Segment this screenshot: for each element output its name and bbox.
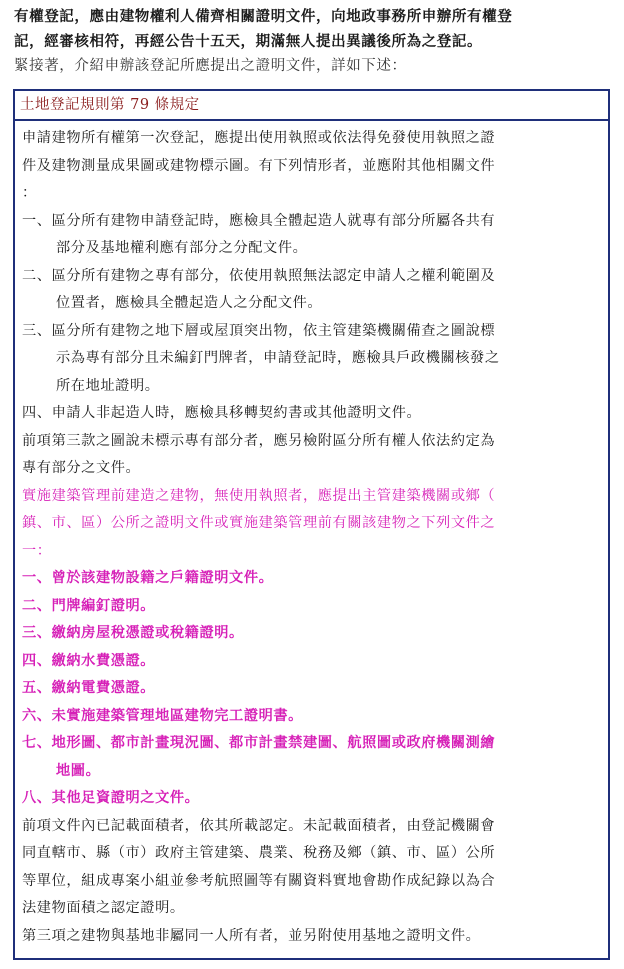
paragraph-1 bbox=[22, 125, 601, 208]
item-number: 四、 bbox=[22, 405, 52, 421]
list-item bbox=[22, 620, 601, 648]
text-line: 件及建物測量成果圖或建物標示圖。有下列情形者，並應附其他相關文件 bbox=[22, 157, 496, 174]
text-line: ： bbox=[22, 185, 37, 201]
item-number: 八、 bbox=[22, 790, 52, 806]
list-item bbox=[22, 263, 601, 318]
item-number: 七、 bbox=[22, 735, 52, 751]
intro-line-2: 記，經審核相符，再經公告十五天，期滿無人提出異議後所為之登記。 bbox=[14, 33, 483, 50]
item-number: 二、 bbox=[22, 267, 52, 284]
list-1 bbox=[22, 208, 601, 428]
item-text: 所在地址證明。 bbox=[56, 377, 160, 394]
item-number: 五、 bbox=[22, 680, 52, 696]
item-text: 門牌編釘證明。 bbox=[51, 597, 156, 614]
intro-line-1: 有權登記，應由建物權利人備齊相關證明文件，向地政事務所申辦所有權登 bbox=[14, 8, 513, 25]
item-text: 區分所有建物之地下層或屋頂突出物，依主管建築機關備查之圖說標 bbox=[51, 322, 496, 339]
text-line: 專有部分之文件。 bbox=[22, 460, 141, 476]
paragraph-2 bbox=[22, 428, 601, 483]
text-line: 前項第三款之圖說未標示專有部分者，應另檢附區分所有權人依法約定為 bbox=[22, 432, 496, 449]
intro-text bbox=[14, 4, 614, 79]
item-number: 四、 bbox=[22, 652, 52, 669]
list-item bbox=[22, 565, 601, 593]
list-item bbox=[22, 400, 601, 428]
text-line: 一： bbox=[22, 542, 52, 559]
list-item bbox=[22, 730, 601, 785]
text-line: 實施建築管理前建造之建物，無使用執照者，應提出主管建築機關或鄉（ bbox=[22, 487, 496, 504]
list-item bbox=[22, 703, 601, 731]
paragraph-5 bbox=[22, 923, 601, 951]
list-item bbox=[22, 785, 601, 813]
text-line: 前項文件內已記載面積者，依其所載認定。未記載面積者，由登記機關會 bbox=[22, 817, 496, 834]
item-text: 部分及基地權利應有部分之分配文件。 bbox=[56, 240, 308, 256]
item-text: 區分所有建物申請登記時，應檢具全體起造人就專有部分所屬各共有 bbox=[51, 212, 496, 229]
list-item bbox=[22, 318, 601, 401]
item-number: 二、 bbox=[22, 597, 52, 614]
item-number: 一、 bbox=[22, 570, 52, 586]
item-text: 曾於該建物設籍之戶籍證明文件。 bbox=[51, 570, 274, 586]
list-item bbox=[22, 208, 601, 263]
paragraph-4 bbox=[22, 813, 601, 923]
item-number: 三、 bbox=[22, 322, 52, 339]
item-text: 示為專有部分且未編釘門牌者，申請登記時，應檢具戶政機關核發之 bbox=[56, 350, 500, 366]
list-item bbox=[22, 648, 601, 676]
paragraph-3 bbox=[22, 483, 601, 566]
item-text: 區分所有建物之專有部分，依使用執照無法認定申請人之權利範圍及 bbox=[51, 267, 496, 284]
item-number: 三、 bbox=[22, 625, 52, 641]
item-text: 位置者，應檢具全體起造人之分配文件。 bbox=[56, 295, 323, 311]
regulation-title: 土地登記規則第 79 條規定 bbox=[15, 91, 608, 121]
list-item bbox=[22, 593, 601, 621]
regulation-box bbox=[13, 89, 610, 960]
item-text: 地形圖、都市計畫現況圖、都市計畫禁建圖、航照圖或政府機關測繪 bbox=[51, 735, 496, 751]
intro-line-3: 緊接著，介紹申辦該登記所應提出之證明文件，詳如下述： bbox=[14, 58, 407, 74]
text-line: 同直轄市、縣（市）政府主管建築、農業、稅務及鄉（鎮、市、區）公所 bbox=[22, 845, 496, 861]
text-line: 申請建物所有權第一次登記，應提出使用執照或依法得免發使用執照之證 bbox=[22, 130, 496, 146]
list-2 bbox=[22, 565, 601, 813]
regulation-body bbox=[15, 121, 608, 950]
text-line: 法建物面積之認定證明。 bbox=[22, 900, 185, 916]
text-line: 第三項之建物與基地非屬同一人所有者，並另附使用基地之證明文件。 bbox=[22, 927, 481, 944]
item-text: 申請人非起造人時，應檢具移轉契約書或其他證明文件。 bbox=[51, 405, 422, 421]
item-text: 繳納房屋稅憑證或稅籍證明。 bbox=[51, 625, 244, 641]
item-text: 未實施建築管理地區建物完工證明書。 bbox=[51, 707, 303, 724]
item-text: 繳納水費憑證。 bbox=[51, 652, 156, 669]
item-number: 一、 bbox=[22, 212, 52, 229]
item-text: 地圖。 bbox=[56, 762, 101, 779]
item-number: 六、 bbox=[22, 707, 52, 724]
list-item bbox=[22, 675, 601, 703]
text-line: 等單位，組成專案小組並參考航照圖等有關資料實地會勘作成紀錄以為合 bbox=[22, 872, 496, 889]
item-text: 繳納電費憑證。 bbox=[51, 680, 156, 696]
text-line: 鎮、市、區）公所之證明文件或實施建築管理前有關該建物之下列文件之 bbox=[22, 515, 496, 531]
item-text: 其他足資證明之文件。 bbox=[51, 790, 200, 806]
